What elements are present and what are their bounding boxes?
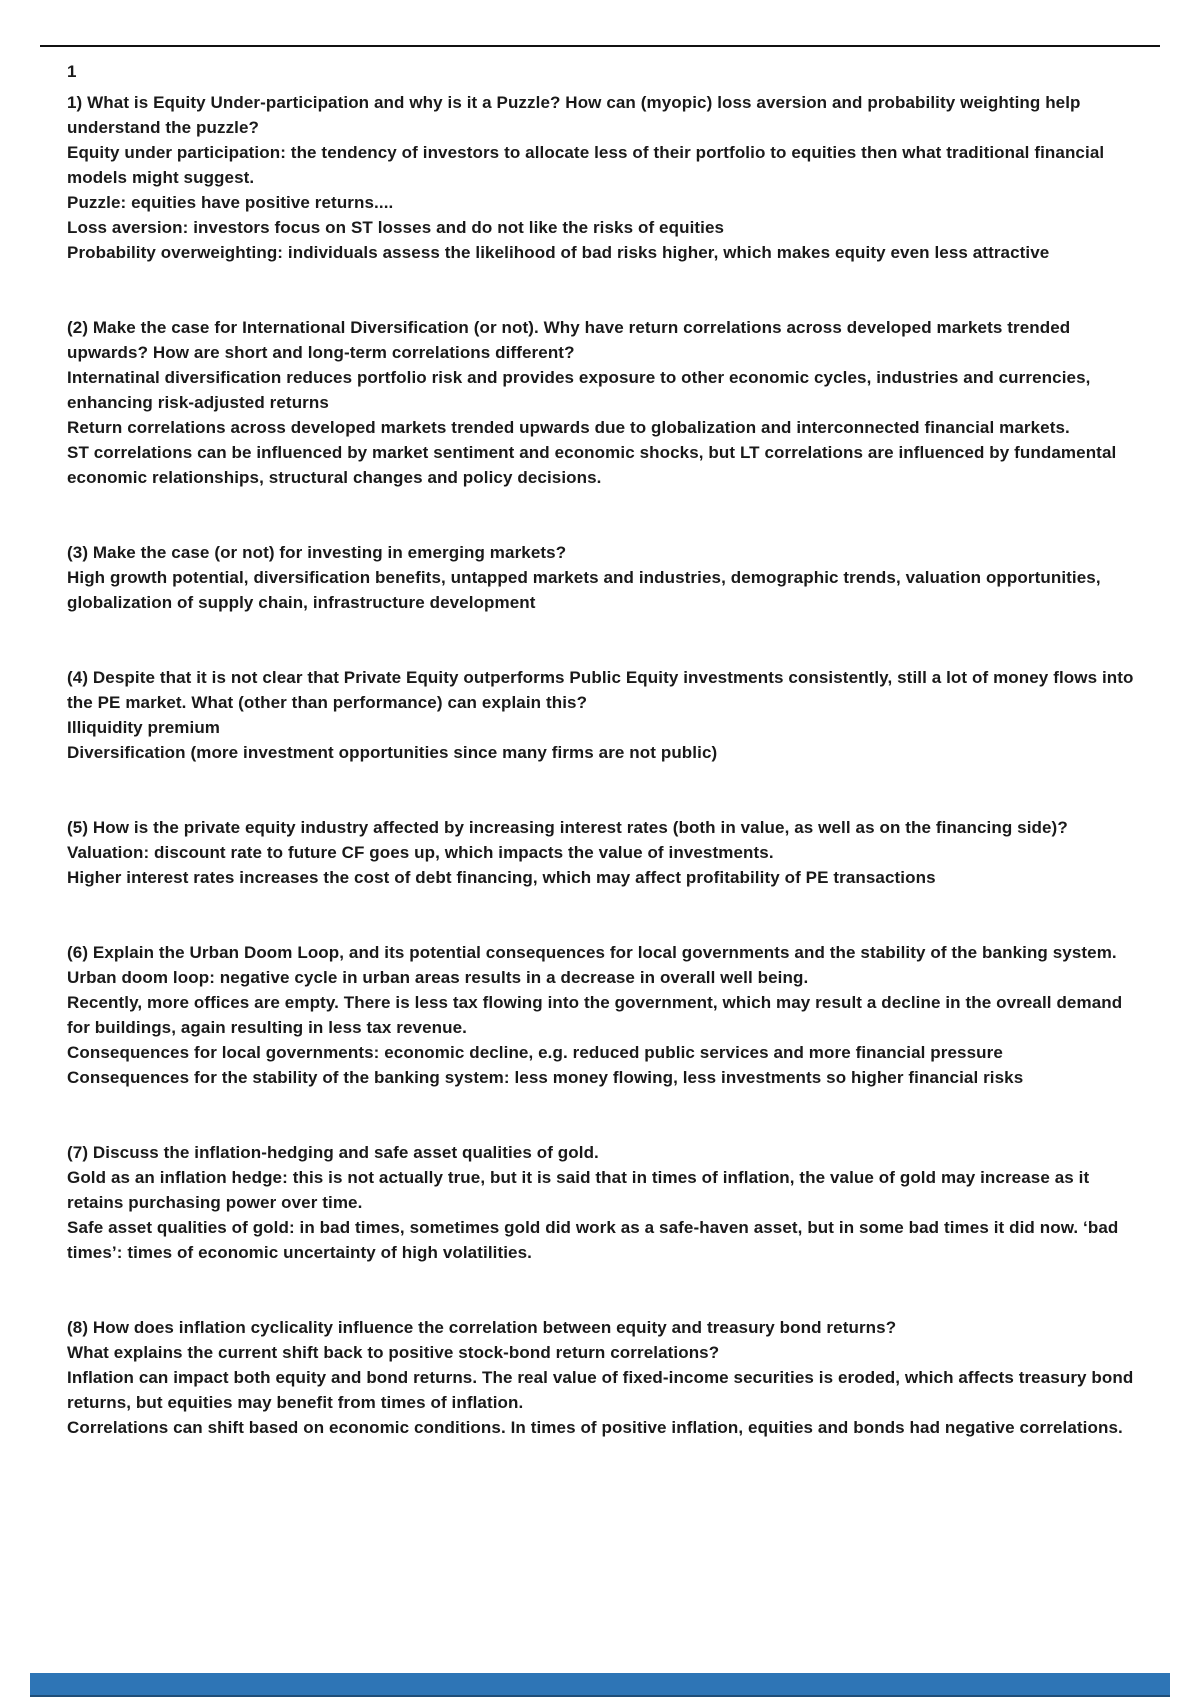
answer-text: ST correlations can be influenced by market sentiment and economic shocks, but LT correlations are influenced by fundamental economic relationships, structural changes and policy decisions.: [67, 443, 1117, 487]
qa-section-7: [67, 1140, 1136, 1265]
page-number: 1: [67, 62, 77, 81]
answer-text: Gold as an inflation hedge: this is not actually true, but it is said that in times of inflation, the value of gold may increase as it retains purchasing power over time.: [67, 1168, 1090, 1212]
answer-text: Safe asset qualities of gold: in bad times, sometimes gold did work as a safe-haven asset, but in some bad times it did now. ‘bad times’: times of economic uncertainty of high volatilities.: [67, 1218, 1119, 1262]
answer-text: Recently, more offices are empty. There is less tax flowing into the government, which may result a decline in the ovreall demand for buildings, again resulting in less tax revenue.: [67, 993, 1123, 1037]
qa-section-6: [67, 940, 1136, 1090]
answer-text: Consequences for local governments: economic decline, e.g. reduced public services and more financial pressure: [67, 1043, 1003, 1062]
question-text: (4) Despite that it is not clear that Private Equity outperforms Public Equity investments consistently, still a lot of money flows into the PE market. What (other than performance) can explain this?: [67, 668, 1134, 712]
question-text: 1) What is Equity Under-participation and why is it a Puzzle? How can (myopic) loss aversion and probability weighting help understand the puzzle?: [67, 93, 1081, 137]
question-text: (7) Discuss the inflation-hedging and safe asset qualities of gold.: [67, 1143, 599, 1162]
document-body: [0, 47, 1200, 1440]
question-text: (2) Make the case for International Diversification (or not). Why have return correlations across developed markets trended upwards? How are short and long-term correlations different?: [67, 318, 1071, 362]
answer-text: Probability overweighting: individuals assess the likelihood of bad risks higher, which makes equity even less attractive: [67, 243, 1050, 262]
answer-text: Loss aversion: investors focus on ST losses and do not like the risks of equities: [67, 218, 725, 237]
question-text: (6) Explain the Urban Doom Loop, and its potential consequences for local governments and the stability of the banking system.: [67, 943, 1117, 962]
answer-text: Higher interest rates increases the cost of debt financing, which may affect profitability of PE transactions: [67, 868, 936, 887]
answer-text: Inflation can impact both equity and bond returns. The real value of fixed-income securities is eroded, which affects treasury bond returns, but equities may benefit from times of inflation.: [67, 1368, 1134, 1412]
question-text: (5) How is the private equity industry affected by increasing interest rates (both in value, as well as on the financing side)?: [67, 818, 1068, 837]
answer-text: Consequences for the stability of the banking system: less money flowing, less investments so higher financial risks: [67, 1068, 1024, 1087]
answer-text: Valuation: discount rate to future CF goes up, which impacts the value of investments.: [67, 843, 774, 862]
answer-text: Diversification (more investment opportunities since many firms are not public): [67, 743, 718, 762]
qa-section-3: [67, 540, 1136, 615]
answer-text: Illiquidity premium: [67, 718, 221, 737]
qa-section-5: [67, 815, 1136, 890]
answer-text: What explains the current shift back to positive stock-bond return correlations?: [67, 1343, 720, 1362]
qa-section-8: [67, 1315, 1136, 1440]
question-text: (3) Make the case (or not) for investing in emerging markets?: [67, 543, 567, 562]
footer-bar: [30, 1673, 1170, 1697]
question-text: (8) How does inflation cyclicality influence the correlation between equity and treasury bond returns?: [67, 1318, 897, 1337]
answer-text: Internatinal diversification reduces portfolio risk and provides exposure to other economic cycles, industries and currencies, enhancing risk-adjusted returns: [67, 368, 1091, 412]
answer-text: Equity under participation: the tendency of investors to allocate less of their portfolio to equities then what traditional financial models might suggest.: [67, 143, 1105, 187]
qa-section-1: [67, 90, 1136, 265]
answer-text: High growth potential, diversification benefits, untapped markets and industries, demographic trends, valuation opportunities, globalization of supply chain, infrastructure development: [67, 568, 1101, 612]
answer-text: Urban doom loop: negative cycle in urban areas results in a decrease in overall well being.: [67, 968, 809, 987]
qa-section-2: [67, 315, 1136, 490]
answer-text: Return correlations across developed markets trended upwards due to globalization and interconnected financial markets.: [67, 418, 1070, 437]
answer-text: Puzzle: equities have positive returns....: [67, 193, 394, 212]
answer-text: Correlations can shift based on economic conditions. In times of positive inflation, equities and bonds had negative correlations.: [67, 1418, 1123, 1437]
qa-section-4: [67, 665, 1136, 765]
